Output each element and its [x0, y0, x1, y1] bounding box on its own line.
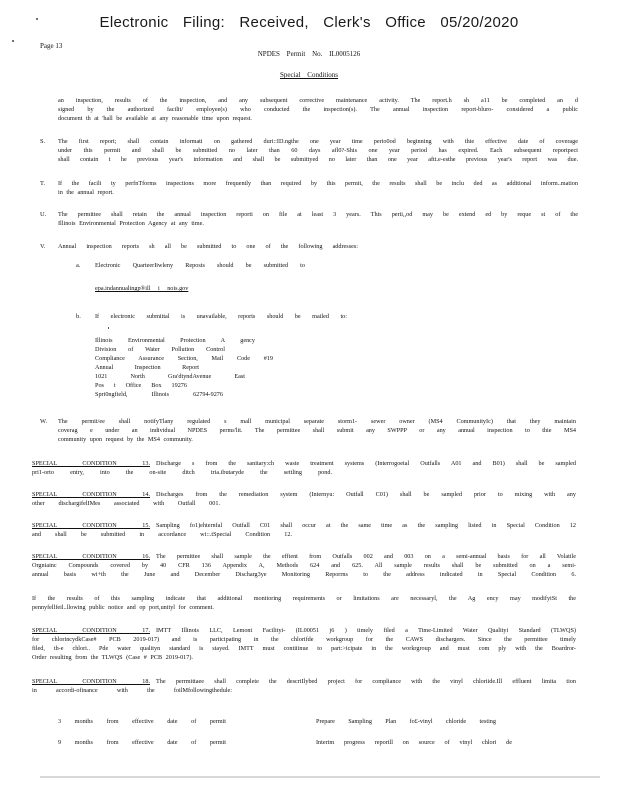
special-condition-15-text [156, 521, 576, 530]
item-line: The permittee shall retain the annual inspection reporti on file at least 3 years. This perii,,od may be extend ed by reque st of the [58, 211, 578, 218]
special-condition-18-heading [32, 677, 150, 686]
address-line [95, 354, 273, 363]
address-text: Pos t Office Box 19276 [95, 382, 187, 389]
condition-line: IMTT Illinois LLC, Lemont Facilityi- (IL00051 j6 ) timely filed a Time-Limited Water Qualityi Standard (TLWQS) [156, 627, 576, 634]
permit-header: NPDES Permit No. IL0005126 [257, 50, 361, 58]
schedule-time-2 [58, 738, 226, 747]
special-condition-16-text-2 [32, 561, 576, 579]
item-line: shall contain t he previous year's information and shall be submittyed no later than one year aftt.e-esthe previous year's report was due. [58, 156, 578, 163]
special-condition-14-text-2 [32, 499, 220, 508]
special-condition-18-text [156, 677, 576, 686]
item-label-t: T. [40, 180, 46, 187]
address-line [95, 345, 225, 354]
item-line: Illinois Environmental Protection Agency at any time. [58, 220, 204, 227]
address-line [95, 390, 223, 399]
item-t-text [58, 179, 578, 197]
item-u-text [58, 210, 578, 228]
schedule-task: Interim progress reportll on source of vinyl chlori de [316, 739, 512, 746]
item-line: Annual inspection reports sh all be submitted to one of the following addresses: [58, 243, 358, 250]
special-condition-16-text [156, 552, 576, 561]
schedule-task-1 [316, 717, 496, 726]
special-condition-15-text-2 [32, 530, 292, 539]
special-condition-13-heading [32, 459, 150, 468]
item-line: coverag e under an individual NPDES perms'lit. The permittee shall submit any SWPPP or any annual inspection to thie MS4 [58, 427, 576, 434]
intro-line: an inspection, results of the inspection, and any subsequent corrective maintenance activity. The report.h sh a11 be completed an d [58, 97, 578, 104]
condition-heading: SPECIAL CONDITION 14. [32, 491, 150, 498]
special-condition-17-text [156, 626, 576, 635]
special-condition-13-text [156, 459, 576, 468]
submission-email-link[interactable]: epa.indannualingp®ill i nois.gov [95, 285, 189, 292]
item-line: in the annual report. [58, 189, 114, 196]
item-line: The permit/ee shall notifyTlany regulated s mall municipal separate storm1- sewer owner (MS4 CommunityIc) that they maintain [58, 418, 576, 425]
scan-speck [36, 18, 38, 20]
condition-line: for chlorincydkCase# PCB 2019-017) and is participating in the chlorifde workgroup for the CAWS dischargers. Since the permittee timely [32, 636, 576, 643]
condition-line: other dischargifelIMes associated with Outfall 001. [32, 500, 220, 507]
address-text: Illinois Environmental Protection A gency [95, 337, 255, 344]
special-condition-17-text-2 [32, 635, 576, 662]
schedule-task-2 [316, 738, 512, 747]
condition-line: Sampling fo1)ehternfal Outfall C01 shall occur at the same time as the sampling listed in Special Condition 12 [156, 522, 576, 529]
condition-heading: SPECIAL CONDITION 13. [32, 460, 150, 467]
results-line: If the results of this sampling indicate that additional monitoring requirements or limitations are necessaryl, the Ag ency may modifyiSt the [32, 595, 576, 602]
item-line: The first report; shall contain informati on gathered duri::ID.ngthe one year time perio0od beginning with thie effective date of coverage [58, 138, 578, 145]
condition-heading: SPECIAL CONDITION 18. [32, 678, 150, 685]
schedule-time: 9 months from effective date of permit [58, 739, 226, 746]
condition-line: filed, th-e chlori.. Pde water qualityn standard is stayed. IMTT must contiiinue to part:>icipate in the workrgroup and must com ply with the Boardror- [32, 645, 576, 652]
sub-label-a: a. [76, 262, 81, 269]
item-label-u: U. [40, 211, 47, 218]
address-line [95, 381, 187, 390]
condition-line: The perrmittaee shall complete the descriIlybed project for compliance with the vinyl chloriide.Ill effluent limita tion [156, 678, 576, 685]
sub-a-text [95, 261, 305, 270]
sub-a-line: Electronic QuarteerIiwleny Reposts should be submitted to [95, 262, 305, 269]
condition-line: Order resulting from the TLWQS (Case # PCB 2019-017). [32, 654, 193, 661]
scan-speck [12, 40, 14, 42]
section-title-text: Special Conditions [279, 71, 339, 79]
item-line: community upon request by the MS4 community. [58, 436, 193, 443]
scan-edge-line [40, 776, 600, 778]
item-s-text [58, 137, 578, 164]
condition-line: pri1-orto entry, into the on-site ditch tria.ibutaryde the settling pond. [32, 469, 332, 476]
condition-line: Discharges from the remediation system (Internyu: Outfall C01) shall be sampled prior to mixing with any [156, 491, 576, 498]
address-line [95, 336, 255, 345]
address-line [95, 363, 199, 372]
special-condition-18-text-2 [32, 686, 232, 695]
results-paragraph [32, 594, 576, 612]
filing-stamp: Electronic Filing: Received, Clerk's Office 05/20/2020 [99, 14, 519, 31]
mailing-address [95, 336, 273, 399]
sub-label-b: b. [76, 313, 81, 320]
schedule-time-1 [58, 717, 226, 726]
condition-line: and shall be submitted in accordance wi::.tSpecial Condition 12. [32, 531, 292, 538]
sub-b-line: If electronic submittal is unavailable, reports should be mailed to: [95, 313, 347, 320]
item-label-s: S. [40, 138, 46, 145]
schedule-time: 3 months from effective date of permit [58, 718, 226, 725]
address-text: 1021 North Gra'dtyndAvenue East [95, 373, 245, 380]
section-title [0, 71, 618, 79]
special-condition-14-text [156, 490, 576, 499]
special-condition-13-text-2 [32, 468, 332, 477]
address-text: Spri0ngfield, Illinois 62794-9276 [95, 391, 223, 398]
intro-line: document th at 'hall be available at any reasonable time upon request. [58, 115, 252, 122]
item-line: under this permit and shall be submitted no later than 60 days afl0?-Shis one year period has expired. Each subsequent reportpect [58, 147, 578, 154]
condition-line: Orgniainc Compounds covered by 40 CFR 136 Appendix A, Methods 624 and 625. All sample results shall be submitted on a semi- [32, 562, 576, 569]
item-label-w: W. [40, 418, 48, 425]
page-number: Page 13 [40, 42, 63, 50]
address-text: Compliance Assurance Section, Mail Code #19 [95, 355, 273, 362]
condition-line: in accordi-ofinance with the foilMfollowingthedule: [32, 687, 232, 694]
sub-b-text [95, 312, 347, 321]
scan-speck [108, 327, 109, 329]
item-v-text [58, 242, 358, 251]
intro-paragraph [58, 96, 578, 123]
condition-line: Discharge s from the sanitary:ch waste treatment systems (Interrogoetal Outfalls A01 and B01) shall be sampled [156, 460, 576, 467]
item-label-v: V. [40, 243, 46, 250]
special-condition-14-heading [32, 490, 150, 499]
special-condition-15-heading [32, 521, 150, 530]
item-line: If the facili ty perfnTforms inspections more frequently than required by this permit, the results shall be inclu ded as additional inform..mation [58, 180, 578, 187]
intro-line: signed by the authorized facilit/ employee(s) who conducted the inspection(s). The annual inspection report-bluro- considered a public [58, 106, 578, 113]
special-condition-17-heading [32, 626, 150, 635]
address-text: Division of Water Pollution Control [95, 346, 225, 353]
condition-heading: SPECIAL CONDITION 17. [32, 627, 150, 634]
address-line [95, 372, 245, 381]
condition-line: annual basis wi+th the June and December Discharg3ye Monitoring Reporrns to the address indicated in Special Condition 6. [32, 571, 576, 578]
condition-heading: SPECIAL CONDITION 16. [32, 553, 150, 560]
schedule-task: Prepare Sampling Plan fo£-vinyl chloride testing [316, 718, 496, 725]
condition-line: The permittee shall sample the effient from Outfalls 002 and 003 on a semi-annual basis for all Volatile [156, 553, 576, 560]
results-line: pennyfellfeil..llowing public notice and op port,unityl for comment. [32, 604, 214, 611]
item-w-text [58, 417, 576, 444]
condition-heading: SPECIAL CONDITION 15. [32, 522, 150, 529]
special-condition-16-heading [32, 552, 150, 561]
address-text: Annual Inspection Report [95, 364, 199, 371]
